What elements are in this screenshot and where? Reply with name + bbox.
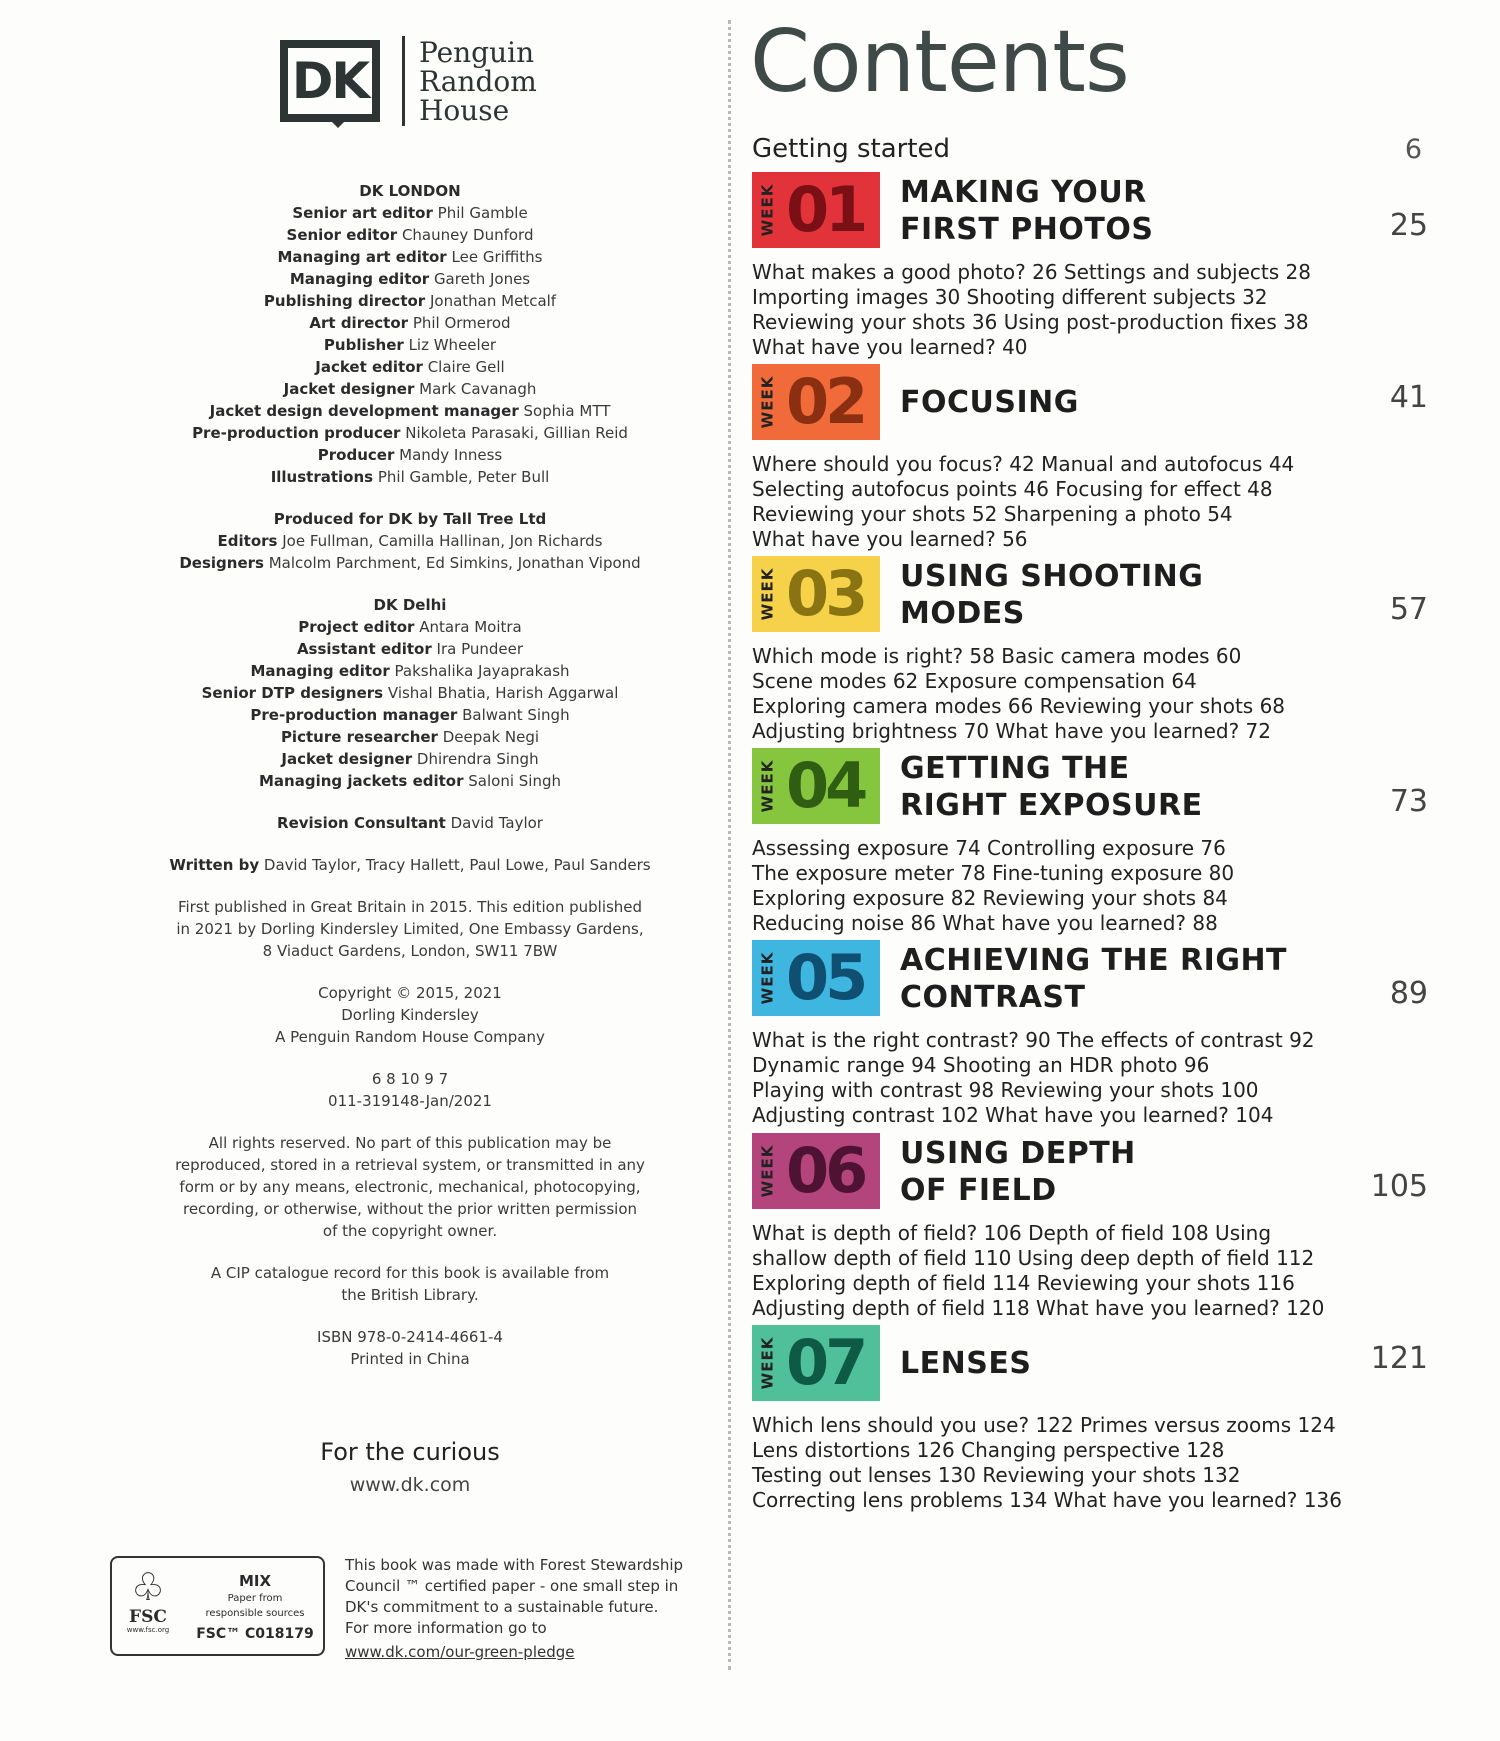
tall-tree-credits bbox=[100, 530, 720, 574]
credit-line bbox=[100, 660, 720, 682]
fsc-statement-text: This book was made with Forest Stewardship Council ™ certified paper - one small step in DK's commitment to a sustainable future. bbox=[345, 1556, 684, 1616]
topic-line: Reviewing your shots 52 Sharpening a photo 54 bbox=[752, 502, 1233, 526]
week-badge bbox=[752, 1325, 880, 1401]
prh-line: Random bbox=[419, 64, 537, 98]
london-credits bbox=[100, 202, 720, 488]
week-topics bbox=[752, 1221, 1392, 1321]
text-line: reproduced, stored in a retrieval system, or transmitted in any bbox=[175, 1156, 645, 1174]
week-label bbox=[752, 172, 782, 248]
credit-line bbox=[100, 378, 720, 400]
isbn-block bbox=[100, 1326, 720, 1370]
topic-line: Where should you focus? 42 Manual and autofocus 44 bbox=[752, 452, 1295, 476]
fsc-info bbox=[190, 1572, 320, 1642]
credit-name: Chauney Dunford bbox=[401, 226, 534, 244]
week-number: 07 bbox=[786, 1326, 865, 1399]
week-number: 02 bbox=[786, 365, 865, 438]
week-label bbox=[752, 556, 782, 632]
week-label-text: WEEK bbox=[758, 1336, 777, 1390]
text-line: form or by any means, electronic, mechanical, photocopying, bbox=[179, 1178, 641, 1196]
credit-role: Project editor bbox=[298, 618, 415, 636]
written-credit bbox=[100, 854, 720, 876]
week-label-text: WEEK bbox=[758, 1144, 777, 1198]
week-title bbox=[900, 1345, 1031, 1382]
week-label bbox=[752, 748, 782, 824]
credit-name: Antara Moitra bbox=[419, 618, 522, 636]
week-entry[interactable] bbox=[750, 364, 1440, 549]
topic-line: Testing out lenses 130 Reviewing your shots 132 bbox=[752, 1463, 1241, 1487]
week-title-line: ACHIEVING THE RIGHT bbox=[900, 943, 1288, 978]
credit-name: Joe Fullman, Camilla Hallinan, Jon Richards bbox=[282, 532, 603, 550]
credit-name: Ira Pundeer bbox=[436, 640, 524, 658]
week-page: 57 bbox=[1389, 592, 1428, 627]
topic-line: Reducing noise 86 What have you learned? 88 bbox=[752, 911, 1218, 935]
logo-divider bbox=[402, 36, 405, 126]
topic-line: The exposure meter 78 Fine-tuning exposure 80 bbox=[752, 861, 1235, 885]
credit-line bbox=[100, 290, 720, 312]
imprint-page bbox=[100, 0, 720, 1741]
credit-role: Pre-production manager bbox=[250, 706, 458, 724]
credits-block bbox=[100, 180, 720, 1370]
credit-line bbox=[100, 748, 720, 770]
credit-role: Jacket editor bbox=[315, 358, 423, 376]
week-page: 25 bbox=[1389, 208, 1428, 243]
text-line: A Penguin Random House Company bbox=[275, 1028, 545, 1046]
credit-line bbox=[100, 246, 720, 268]
week-number: 04 bbox=[786, 749, 865, 822]
fsc-mark bbox=[118, 1566, 178, 1634]
week-topics bbox=[752, 836, 1392, 936]
week-title-line: OF FIELD bbox=[900, 1173, 1057, 1208]
topic-line: What have you learned? 56 bbox=[752, 527, 1028, 551]
text-line: in 2021 by Dorling Kindersley Limited, One Embassy Gardens, bbox=[176, 920, 644, 938]
credit-name: Phil Ormerod bbox=[412, 314, 511, 332]
credit-role: Designers bbox=[179, 554, 264, 572]
credit-role: Managing editor bbox=[250, 662, 390, 680]
text-line: Dorling Kindersley bbox=[341, 1006, 479, 1024]
text-line: All rights reserved. No part of this publication may be bbox=[208, 1134, 612, 1152]
text-line: 6 8 10 9 7 bbox=[371, 1070, 449, 1088]
page-title: Contents bbox=[750, 12, 1129, 112]
dk-london-heading: DK LONDON bbox=[359, 182, 461, 200]
topic-line: Adjusting depth of field 118 What have you learned? 120 bbox=[752, 1296, 1325, 1320]
week-badge bbox=[752, 364, 880, 440]
week-title-line: GETTING THE bbox=[900, 751, 1130, 786]
credit-line bbox=[100, 400, 720, 422]
credit-name: Mandy Inness bbox=[399, 446, 503, 464]
cip-notice bbox=[100, 1262, 720, 1306]
week-badge bbox=[752, 1133, 880, 1209]
topic-line: Exploring camera modes 66 Reviewing your shots 68 bbox=[752, 694, 1286, 718]
week-title-line: USING SHOOTING bbox=[900, 559, 1204, 594]
credit-role: Written by bbox=[169, 856, 260, 874]
topic-line: Exploring exposure 82 Reviewing your shots 84 bbox=[752, 886, 1228, 910]
week-title bbox=[900, 750, 1203, 824]
credit-name: Saloni Singh bbox=[468, 772, 562, 790]
credit-name: Jonathan Metcalf bbox=[429, 292, 557, 310]
topic-line: Assessing exposure 74 Controlling exposure 76 bbox=[752, 836, 1226, 860]
week-page: 41 bbox=[1389, 380, 1428, 415]
week-topics bbox=[752, 260, 1392, 360]
entry-page: 6 bbox=[1404, 134, 1422, 165]
fsc-paper-line: Paper from bbox=[227, 1593, 283, 1604]
tagline: For the curious bbox=[320, 1438, 500, 1466]
week-title-line: FOCUSING bbox=[900, 385, 1079, 420]
week-topics bbox=[752, 1028, 1392, 1128]
credit-line bbox=[100, 356, 720, 378]
publisher-logo bbox=[280, 36, 537, 126]
week-title-line: USING DEPTH bbox=[900, 1136, 1136, 1171]
credit-role: Managing jackets editor bbox=[258, 772, 464, 790]
credit-name: Gareth Jones bbox=[433, 270, 531, 288]
credit-name: David Taylor, Tracy Hallett, Paul Lowe, Paul Sanders bbox=[263, 856, 651, 874]
text-line: A CIP catalogue record for this book is available from bbox=[210, 1264, 610, 1282]
tagline-block bbox=[100, 1438, 720, 1496]
page-divider bbox=[728, 20, 731, 1670]
week-title bbox=[900, 942, 1287, 1016]
prh-line: Penguin bbox=[419, 35, 535, 69]
week-label-text: WEEK bbox=[758, 951, 777, 1005]
credit-name: Mark Cavanagh bbox=[419, 380, 537, 398]
credit-name: David Taylor bbox=[450, 814, 543, 832]
first-published-notice bbox=[100, 896, 720, 962]
print-codes bbox=[100, 1068, 720, 1112]
rights-notice bbox=[100, 1132, 720, 1242]
topic-line: Selecting autofocus points 46 Focusing for effect 48 bbox=[752, 477, 1273, 501]
credit-role: Illustrations bbox=[270, 468, 374, 486]
delhi-credits bbox=[100, 616, 720, 792]
credit-line bbox=[100, 770, 720, 792]
tree-check-icon: ♧ bbox=[130, 1565, 166, 1609]
credit-line bbox=[100, 334, 720, 356]
credit-role: Jacket designer bbox=[283, 380, 415, 398]
green-pledge-link[interactable]: www.dk.com/our-green-pledge bbox=[345, 1643, 575, 1661]
topic-line: Adjusting contrast 102 What have you learned? 104 bbox=[752, 1103, 1274, 1127]
week-title-line: FIRST PHOTOS bbox=[900, 212, 1154, 247]
credit-role: Pre-production producer bbox=[192, 424, 401, 442]
revision-credit bbox=[100, 812, 720, 834]
credit-name: Dhirendra Singh bbox=[416, 750, 539, 768]
week-label-text: WEEK bbox=[758, 183, 777, 237]
credit-line bbox=[100, 726, 720, 748]
credit-line bbox=[100, 638, 720, 660]
week-label bbox=[752, 940, 782, 1016]
week-entry[interactable] bbox=[750, 1325, 1440, 1510]
week-number: 05 bbox=[786, 941, 865, 1014]
topic-line: Dynamic range 94 Shooting an HDR photo 96 bbox=[752, 1053, 1210, 1077]
week-number: 03 bbox=[786, 557, 865, 630]
credit-line bbox=[100, 312, 720, 334]
fsc-paper-line: responsible sources bbox=[205, 1608, 305, 1619]
text-line: ISBN 978-0-2414-4661-4 bbox=[317, 1328, 503, 1346]
week-title bbox=[900, 1135, 1136, 1209]
week-title-line: LENSES bbox=[900, 1346, 1032, 1381]
week-entry[interactable] bbox=[750, 748, 1440, 933]
entry-title: Getting started bbox=[752, 134, 951, 164]
week-entry[interactable] bbox=[750, 940, 1440, 1125]
week-badge bbox=[752, 556, 880, 632]
text-line: First published in Great Britain in 2015. This edition published bbox=[177, 898, 643, 916]
topic-line: shallow depth of field 110 Using deep depth of field 112 bbox=[752, 1246, 1315, 1270]
text-line: Printed in China bbox=[350, 1350, 470, 1368]
dk-delhi-heading: DK Delhi bbox=[373, 596, 447, 614]
prh-logo bbox=[419, 35, 537, 127]
week-entry[interactable] bbox=[750, 172, 1440, 357]
text-line: Copyright © 2015, 2021 bbox=[318, 984, 502, 1002]
credit-role: Senior DTP designers bbox=[201, 684, 384, 702]
credit-role: Managing editor bbox=[289, 270, 430, 288]
topic-line: Scene modes 62 Exposure compensation 64 bbox=[752, 669, 1197, 693]
website-link[interactable]: www.dk.com bbox=[349, 1474, 471, 1496]
week-label-text: WEEK bbox=[758, 375, 777, 429]
credit-line bbox=[100, 202, 720, 224]
week-title bbox=[900, 384, 1079, 421]
topic-line: What have you learned? 40 bbox=[752, 335, 1028, 359]
credit-role: Senior editor bbox=[286, 226, 398, 244]
credit-name: Liz Wheeler bbox=[408, 336, 497, 354]
copyright-notice bbox=[100, 982, 720, 1048]
credit-name: Phil Gamble, Peter Bull bbox=[377, 468, 550, 486]
credit-line bbox=[100, 530, 720, 552]
credit-role: Publisher bbox=[323, 336, 404, 354]
text-line: recording, or otherwise, without the prior written permission bbox=[182, 1200, 638, 1218]
week-page: 105 bbox=[1370, 1169, 1428, 1204]
week-label bbox=[752, 1325, 782, 1401]
credit-name: Phil Gamble bbox=[437, 204, 528, 222]
week-label bbox=[752, 1133, 782, 1209]
fsc-code: FSC™ C018179 bbox=[196, 1626, 314, 1642]
credit-line bbox=[100, 268, 720, 290]
credit-name: Pakshalika Jayaprakash bbox=[394, 662, 570, 680]
topic-line: Importing images 30 Shooting different subjects 32 bbox=[752, 285, 1268, 309]
credit-line bbox=[100, 422, 720, 444]
topic-line: Which mode is right? 58 Basic camera modes 60 bbox=[752, 644, 1242, 668]
week-label-text: WEEK bbox=[758, 759, 777, 813]
fsc-mix: MIX bbox=[238, 1572, 272, 1590]
credit-role: Revision Consultant bbox=[277, 814, 446, 832]
week-title bbox=[900, 174, 1153, 248]
week-title-line: RIGHT EXPOSURE bbox=[900, 788, 1203, 823]
credit-role: Managing art editor bbox=[277, 248, 447, 266]
topic-line: What is depth of field? 106 Depth of field 108 Using bbox=[752, 1221, 1272, 1245]
topic-line: Playing with contrast 98 Reviewing your shots 100 bbox=[752, 1078, 1259, 1102]
tall-tree-heading: Produced for DK by Tall Tree Ltd bbox=[273, 510, 547, 528]
credit-line bbox=[100, 444, 720, 466]
dk-logo-text: DK bbox=[291, 52, 369, 110]
credit-role: Producer bbox=[317, 446, 395, 464]
credit-name: Claire Gell bbox=[427, 358, 505, 376]
week-badge bbox=[752, 172, 880, 248]
credit-role: Senior art editor bbox=[292, 204, 433, 222]
week-entry[interactable] bbox=[750, 556, 1440, 741]
fsc-statement bbox=[345, 1555, 715, 1663]
fsc-site: www.fsc.org bbox=[126, 1626, 170, 1634]
week-number: 01 bbox=[786, 173, 865, 246]
credit-line bbox=[100, 224, 720, 246]
topic-line: What makes a good photo? 26 Settings and subjects 28 bbox=[752, 260, 1311, 284]
topic-line: What is the right contrast? 90 The effects of contrast 92 bbox=[752, 1028, 1315, 1052]
week-number: 06 bbox=[786, 1134, 865, 1207]
credit-name: Balwant Singh bbox=[462, 706, 570, 724]
credit-name: Vishal Bhatia, Harish Aggarwal bbox=[387, 684, 619, 702]
prh-line: House bbox=[419, 93, 510, 127]
week-label-text: WEEK bbox=[758, 567, 777, 621]
week-badge bbox=[752, 748, 880, 824]
credit-line bbox=[100, 704, 720, 726]
credit-name: Deepak Negi bbox=[442, 728, 540, 746]
week-topics bbox=[752, 452, 1392, 552]
week-title-line: MODES bbox=[900, 596, 1025, 631]
text-line: 011-319148-Jan/2021 bbox=[328, 1092, 492, 1110]
credit-line bbox=[100, 552, 720, 574]
topic-line: Correcting lens problems 134 What have you learned? 136 bbox=[752, 1488, 1342, 1512]
text-line: the British Library. bbox=[341, 1286, 479, 1304]
credit-name: Nikoleta Parasaki, Gillian Reid bbox=[405, 424, 628, 442]
getting-started-entry[interactable] bbox=[752, 134, 1432, 165]
week-badge bbox=[752, 940, 880, 1016]
week-topics bbox=[752, 644, 1392, 744]
week-entry[interactable] bbox=[750, 1133, 1440, 1318]
topic-line: Lens distortions 126 Changing perspective 128 bbox=[752, 1438, 1225, 1462]
text-line: 8 Viaduct Gardens, London, SW11 7BW bbox=[262, 942, 558, 960]
week-page: 121 bbox=[1370, 1341, 1428, 1376]
credit-role: Editors bbox=[217, 532, 278, 550]
topic-line: Reviewing your shots 36 Using post-production fixes 38 bbox=[752, 310, 1309, 334]
credit-role: Art director bbox=[309, 314, 409, 332]
text-line: of the copyright owner. bbox=[322, 1222, 498, 1240]
topic-line: Which lens should you use? 122 Primes versus zooms 124 bbox=[752, 1413, 1336, 1437]
credit-role: Jacket design development manager bbox=[209, 402, 519, 420]
topic-line: Exploring depth of field 114 Reviewing your shots 116 bbox=[752, 1271, 1295, 1295]
week-label bbox=[752, 364, 782, 440]
week-page: 73 bbox=[1389, 784, 1428, 819]
credit-name: Lee Griffiths bbox=[451, 248, 543, 266]
credit-name: Sophia MTT bbox=[523, 402, 611, 420]
credit-role: Picture researcher bbox=[280, 728, 438, 746]
fsc-text: FSC bbox=[129, 1607, 167, 1627]
week-topics bbox=[752, 1413, 1392, 1513]
credit-line bbox=[100, 682, 720, 704]
contents-page bbox=[750, 0, 1450, 1741]
week-title bbox=[900, 558, 1203, 632]
credit-role: Assistant editor bbox=[296, 640, 432, 658]
week-page: 89 bbox=[1389, 976, 1428, 1011]
credit-role: Publishing director bbox=[263, 292, 426, 310]
week-title-line: MAKING YOUR bbox=[900, 175, 1147, 210]
dk-logo bbox=[280, 40, 380, 122]
fsc-more-text: For more information go to bbox=[345, 1619, 547, 1637]
week-title-line: CONTRAST bbox=[900, 980, 1086, 1015]
credit-role: Jacket designer bbox=[281, 750, 413, 768]
fsc-label bbox=[110, 1556, 325, 1656]
credit-line bbox=[100, 466, 720, 488]
topic-line: Adjusting brightness 70 What have you learned? 72 bbox=[752, 719, 1272, 743]
dk-logo-notch bbox=[328, 118, 348, 128]
credit-line bbox=[100, 616, 720, 638]
credit-name: Malcolm Parchment, Ed Simkins, Jonathan Vipond bbox=[268, 554, 641, 572]
